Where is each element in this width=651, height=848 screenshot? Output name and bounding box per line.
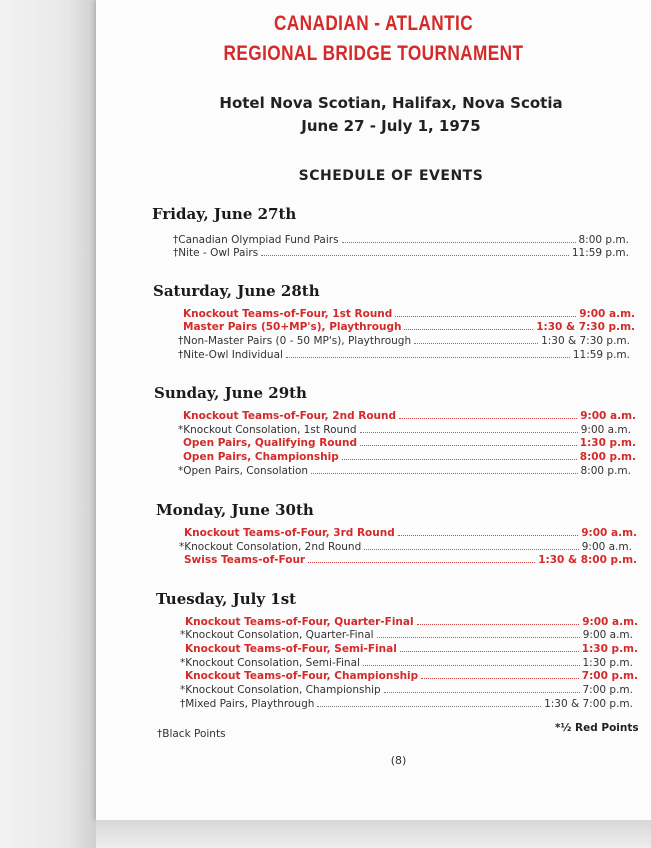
footnote-red-points: *½ Red Points [555, 722, 639, 734]
event-time: 9:00 a.m. [579, 308, 635, 320]
event-row [185, 641, 638, 655]
dot-leader [404, 329, 533, 330]
dot-leader [363, 665, 580, 666]
event-time: 1:30 & 7:00 p.m. [544, 698, 633, 710]
dot-leader [377, 637, 580, 638]
dot-leader [417, 624, 580, 625]
dot-leader [400, 651, 579, 652]
event-name: Knockout Teams-of-Four, Championship [185, 670, 419, 682]
event-row [185, 614, 638, 628]
event-name: *Knockout Consolation, Quarter-Final [180, 629, 374, 641]
dot-leader [364, 549, 579, 550]
event-row [180, 682, 633, 696]
event-name: †Mixed Pairs, Playthrough [180, 698, 315, 710]
day-heading: Tuesday, July 1st [156, 590, 297, 608]
event-row [173, 232, 629, 246]
event-row [178, 347, 630, 361]
event-row [180, 655, 633, 669]
event-time: 9:00 a.m. [580, 424, 631, 436]
day-heading: Saturday, June 28th [153, 282, 320, 300]
dot-leader [308, 562, 535, 563]
day-heading: Sunday, June 29th [154, 384, 307, 402]
event-name: *Knockout Consolation, 1st Round [178, 424, 357, 436]
event-name: Open Pairs, Qualifying Round [183, 437, 357, 449]
event-name: †Nite - Owl Pairs [173, 247, 259, 259]
footnote-black-points: †Black Points [157, 728, 226, 740]
dot-leader [261, 255, 569, 256]
event-time: 9:00 a.m. [581, 541, 632, 553]
event-time: 9:00 a.m. [582, 629, 633, 641]
schedule-heading: SCHEDULE OF EVENTS [298, 168, 484, 184]
event-time: 7:00 p.m. [581, 670, 638, 682]
dot-leader [286, 357, 570, 358]
event-row [183, 306, 635, 320]
event-name: *Knockout Consolation, Championship [180, 684, 381, 696]
dot-leader [398, 535, 578, 536]
dot-leader [311, 473, 577, 474]
page-number: (8) [390, 754, 407, 767]
event-time: 1:30 p.m. [579, 437, 636, 449]
title-line-1: CANADIAN - ATLANTIC [273, 12, 474, 35]
event-row [178, 422, 631, 436]
dot-leader [342, 459, 577, 460]
page-bottom-edge [96, 820, 651, 848]
event-row [180, 627, 633, 641]
event-row [178, 333, 630, 347]
event-name: Open Pairs, Championship [183, 451, 339, 463]
event-row [184, 552, 637, 566]
event-time: 1:30 p.m. [581, 643, 638, 655]
event-time: 1:30 & 8:00 p.m. [538, 554, 637, 566]
event-name: †Nite-Owl Individual [178, 349, 283, 361]
event-time: 9:00 a.m. [581, 527, 637, 539]
event-row [173, 245, 629, 259]
event-row [183, 449, 636, 463]
dates-line: June 27 - July 1, 1975 [301, 117, 481, 135]
event-name: Knockout Teams-of-Four, 2nd Round [183, 410, 397, 422]
event-name: Knockout Teams-of-Four, 3rd Round [184, 527, 395, 539]
dot-leader [360, 445, 577, 446]
event-name: Master Pairs (50+MP's), Playthrough [183, 321, 402, 333]
event-time: 9:00 a.m. [580, 410, 636, 422]
dot-leader [395, 316, 576, 317]
event-row [184, 525, 637, 539]
event-time: 8:00 p.m. [580, 465, 631, 477]
day-heading: Friday, June 27th [152, 205, 297, 223]
event-name: †Non-Master Pairs (0 - 50 MP's), Playthrough [178, 335, 412, 347]
dot-leader [384, 692, 580, 693]
event-name: Knockout Teams-of-Four, Semi-Final [185, 643, 397, 655]
event-name: *Knockout Consolation, 2nd Round [179, 541, 362, 553]
dot-leader [342, 242, 576, 243]
event-name: *Open Pairs, Consolation [178, 465, 309, 477]
day-heading: Monday, June 30th [156, 501, 314, 519]
title-line-2: REGIONAL BRIDGE TOURNAMENT [223, 42, 524, 65]
book-spine-shadow [0, 0, 96, 848]
event-name: Knockout Teams-of-Four, Quarter-Final [185, 616, 414, 628]
event-row [180, 696, 633, 710]
event-time: 11:59 p.m. [572, 349, 630, 361]
event-time: 8:00 p.m. [579, 451, 636, 463]
event-time: 8:00 p.m. [578, 234, 629, 246]
event-name: Swiss Teams-of-Four [184, 554, 306, 566]
event-time: 1:30 & 7:30 p.m. [536, 321, 635, 333]
event-time: 7:00 p.m. [582, 684, 633, 696]
event-time: 1:30 p.m. [582, 657, 633, 669]
event-row [178, 463, 631, 477]
event-row [183, 435, 636, 449]
dot-leader [421, 678, 579, 679]
event-name: †Canadian Olympiad Fund Pairs [173, 234, 339, 246]
dot-leader [317, 706, 541, 707]
event-row [183, 408, 636, 422]
event-row [179, 539, 632, 553]
event-time: 11:59 p.m. [571, 247, 629, 259]
event-row [185, 668, 638, 682]
event-name: Knockout Teams-of-Four, 1st Round [183, 308, 393, 320]
event-name: *Knockout Consolation, Semi-Final [180, 657, 360, 669]
venue-line: Hotel Nova Scotian, Halifax, Nova Scotia [219, 94, 563, 112]
dot-leader [360, 432, 578, 433]
dot-leader [399, 418, 577, 419]
dot-leader [414, 343, 538, 344]
event-row [183, 319, 635, 333]
event-time: 9:00 a.m. [582, 616, 638, 628]
event-time: 1:30 & 7:30 p.m. [541, 335, 630, 347]
